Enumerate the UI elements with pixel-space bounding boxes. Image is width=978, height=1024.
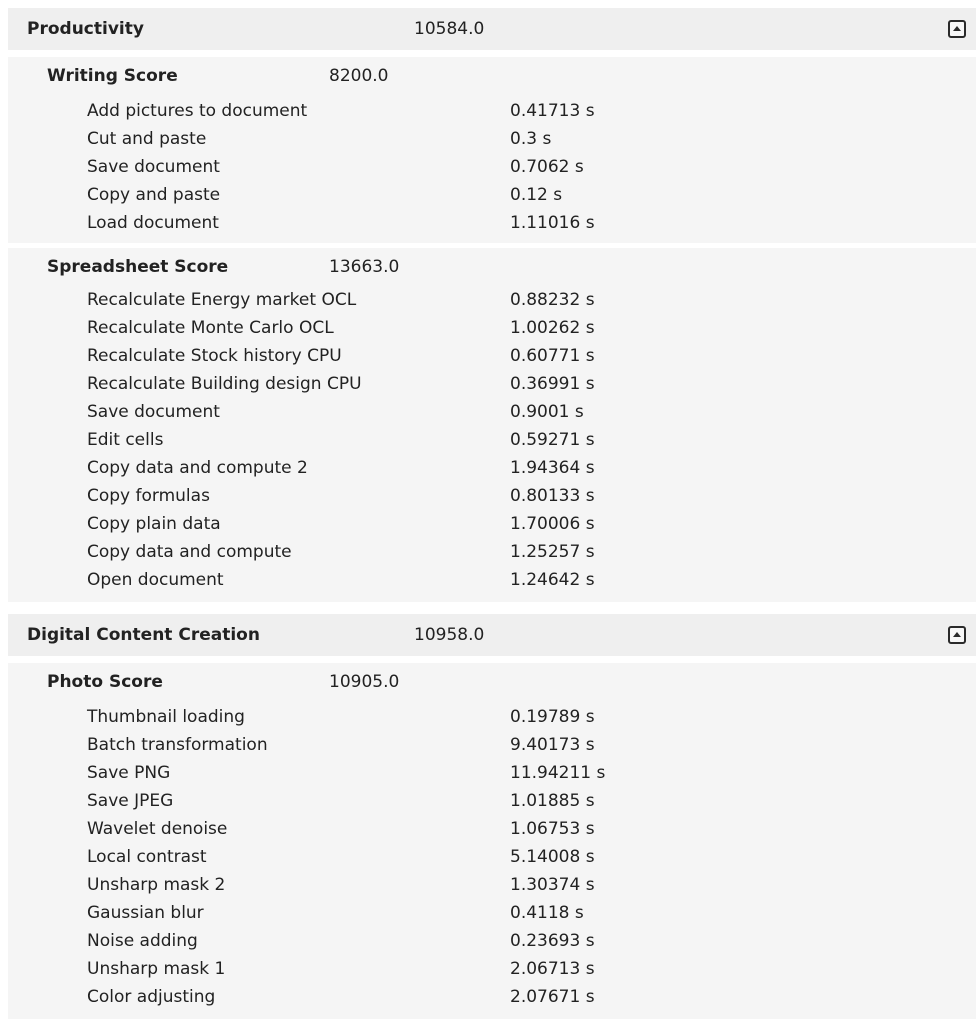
list-item	[8, 955, 976, 983]
item-value: 0.7062 s	[510, 157, 584, 177]
item-value: 1.00262 s	[510, 318, 595, 338]
item-value: 1.24642 s	[510, 570, 595, 590]
list-item	[8, 983, 976, 1011]
list-item	[8, 370, 976, 398]
list-item	[8, 871, 976, 899]
item-value: 0.88232 s	[510, 290, 595, 310]
item-label: Recalculate Energy market OCL	[87, 290, 357, 310]
item-label: Copy and paste	[87, 185, 221, 205]
item-value: 0.12 s	[510, 185, 563, 205]
item-label: Save JPEG	[87, 791, 174, 811]
list-item	[8, 181, 976, 209]
item-value: 2.07671 s	[510, 987, 595, 1007]
item-value: 1.25257 s	[510, 542, 595, 562]
collapse-up-icon[interactable]	[948, 20, 966, 38]
item-label: Cut and paste	[87, 129, 207, 149]
item-label: Batch transformation	[87, 735, 268, 755]
item-label: Copy formulas	[87, 486, 210, 506]
item-label: Save document	[87, 402, 220, 422]
item-value: 0.4118 s	[510, 903, 584, 923]
list-item	[8, 342, 976, 370]
item-value: 1.01885 s	[510, 791, 595, 811]
list-item	[8, 538, 976, 566]
group-name: Photo Score	[47, 672, 163, 692]
item-label: Color adjusting	[87, 987, 216, 1007]
item-value: 1.30374 s	[510, 875, 595, 895]
item-label: Save PNG	[87, 763, 171, 783]
list-item	[8, 209, 976, 237]
group-score: 10905.0	[329, 672, 400, 692]
list-item	[8, 843, 976, 871]
list-item	[8, 566, 976, 594]
group-photo-score	[8, 663, 976, 1019]
list-item	[8, 482, 976, 510]
item-value: 0.9001 s	[510, 402, 584, 422]
item-label: Save document	[87, 157, 220, 177]
item-label: Copy data and compute 2	[87, 458, 308, 478]
item-value: 2.06713 s	[510, 959, 595, 979]
item-label: Load document	[87, 213, 219, 233]
list-item	[8, 510, 976, 538]
item-value: 1.06753 s	[510, 819, 595, 839]
item-label: Add pictures to document	[87, 101, 308, 121]
item-label: Unsharp mask 2	[87, 875, 226, 895]
item-label: Copy plain data	[87, 514, 221, 534]
group-name: Spreadsheet Score	[47, 257, 229, 277]
item-label: Copy data and compute	[87, 542, 292, 562]
list-item	[8, 153, 976, 181]
list-item	[8, 815, 976, 843]
item-value: 5.14008 s	[510, 847, 595, 867]
item-value: 0.23693 s	[510, 931, 595, 951]
list-item	[8, 426, 976, 454]
item-label: Gaussian blur	[87, 903, 204, 923]
item-label: Recalculate Stock history CPU	[87, 346, 342, 366]
item-label: Unsharp mask 1	[87, 959, 226, 979]
list-item	[8, 787, 976, 815]
item-value: 0.19789 s	[510, 707, 595, 727]
item-label: Wavelet denoise	[87, 819, 228, 839]
list-item	[8, 314, 976, 342]
group-score: 8200.0	[329, 66, 389, 86]
section-header-productivity	[8, 8, 976, 50]
list-item	[8, 286, 976, 314]
item-label: Edit cells	[87, 430, 164, 450]
item-value: 1.94364 s	[510, 458, 595, 478]
group-name: Writing Score	[47, 66, 178, 86]
item-value: 1.11016 s	[510, 213, 595, 233]
list-item	[8, 125, 976, 153]
item-value: 0.80133 s	[510, 486, 595, 506]
item-value: 0.36991 s	[510, 374, 595, 394]
item-value: 0.60771 s	[510, 346, 595, 366]
list-item	[8, 97, 976, 125]
section-score: 10958.0	[414, 625, 485, 645]
item-label: Local contrast	[87, 847, 207, 867]
list-item	[8, 927, 976, 955]
item-value: 0.3 s	[510, 129, 552, 149]
section-header-digital-content-creation	[8, 614, 976, 656]
section-name: Digital Content Creation	[27, 625, 260, 645]
list-item	[8, 703, 976, 731]
list-item	[8, 454, 976, 482]
item-value: 0.59271 s	[510, 430, 595, 450]
section-score: 10584.0	[414, 19, 485, 39]
collapse-up-icon[interactable]	[948, 626, 966, 644]
item-label: Noise adding	[87, 931, 198, 951]
item-value: 9.40173 s	[510, 735, 595, 755]
list-item	[8, 398, 976, 426]
item-label: Open document	[87, 570, 224, 590]
list-item	[8, 899, 976, 927]
group-writing-score	[8, 57, 976, 243]
item-value: 11.94211 s	[510, 763, 606, 783]
item-value: 0.41713 s	[510, 101, 595, 121]
item-value: 1.70006 s	[510, 514, 595, 534]
list-item	[8, 731, 976, 759]
item-label: Thumbnail loading	[87, 707, 245, 727]
item-label: Recalculate Building design CPU	[87, 374, 362, 394]
group-score: 13663.0	[329, 257, 400, 277]
list-item	[8, 759, 976, 787]
section-name: Productivity	[27, 19, 144, 39]
item-label: Recalculate Monte Carlo OCL	[87, 318, 334, 338]
group-spreadsheet-score	[8, 248, 976, 602]
